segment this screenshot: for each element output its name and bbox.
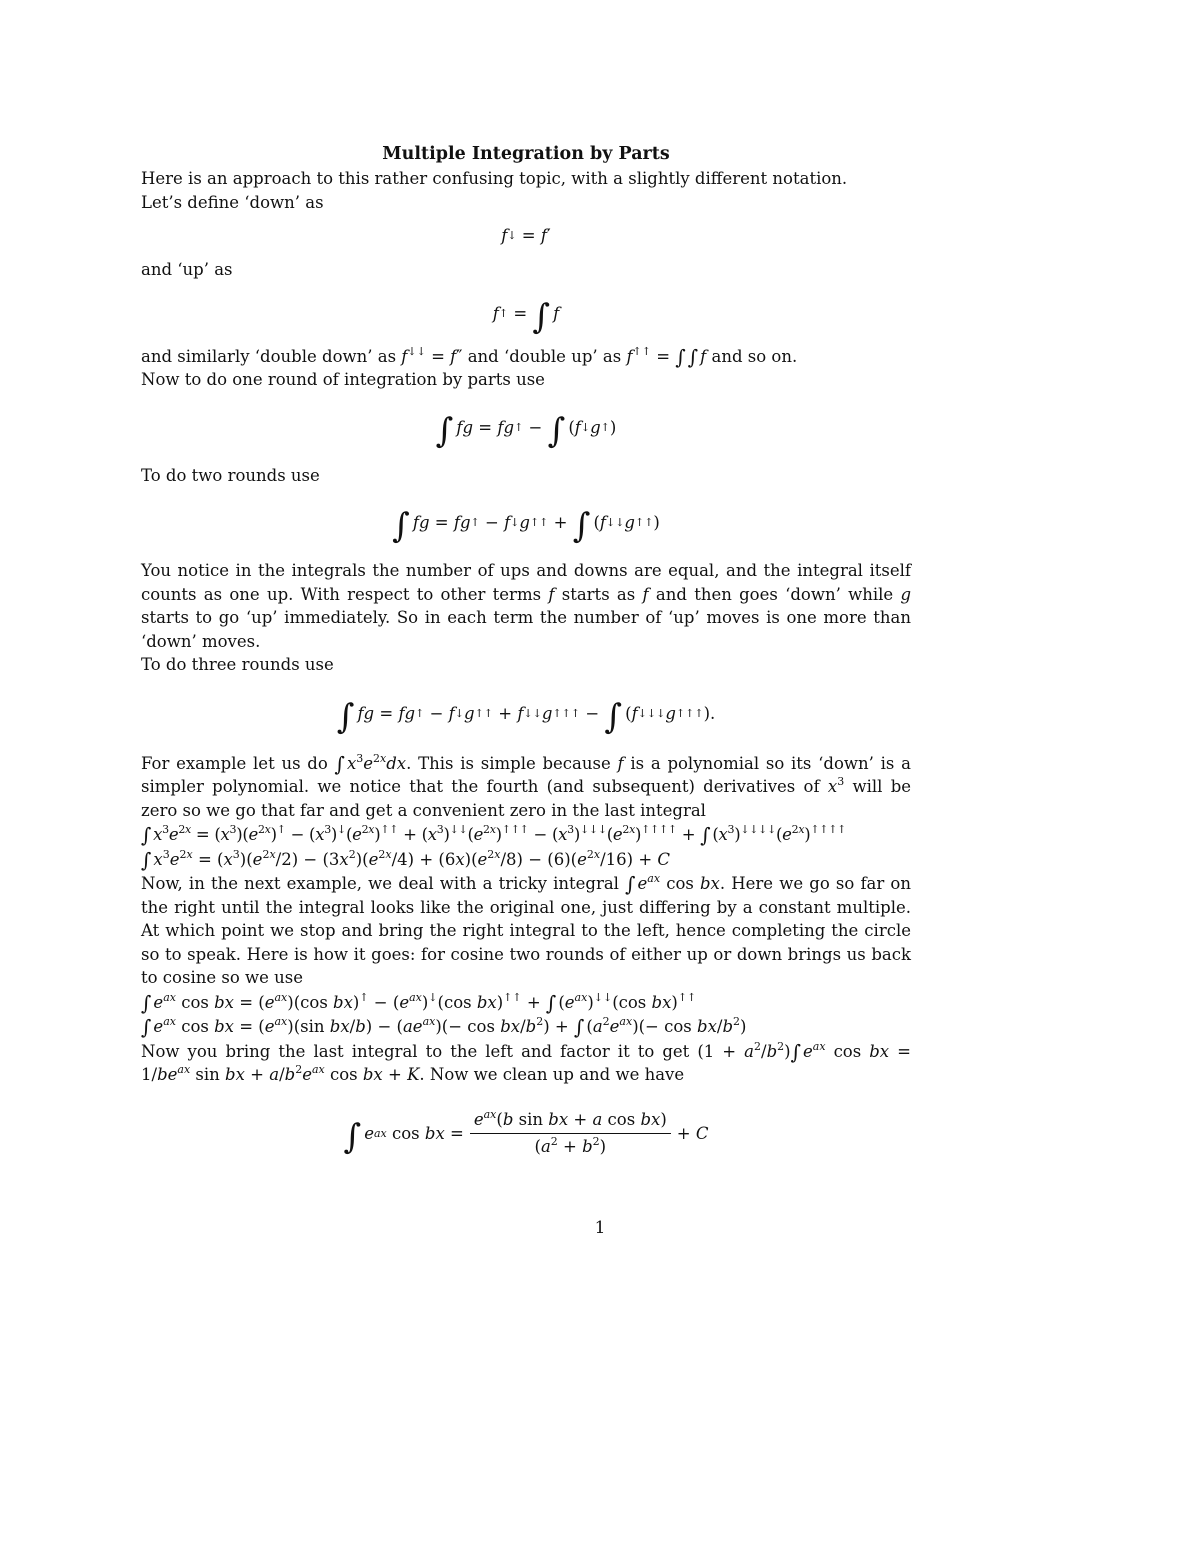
equation-three-rounds: ∫ fg = fg ↑ − f ↓ g ↑↑ + f ↓↓ g ↑↑↑ − ∫ ( f ↓↓↓ g ↑↑↑ ). [336,696,716,737]
next-example-paragraph: Now, in the next example, we deal with a tricky integral ∫ $e^{ax}$ cos bx. Here we go so far on the right until the integral looks like the original one, just differing by a constant multiple. At which point we stop and bring the right integral to the left, hence completing the circle so to speak. Here is how it goes: for cosine two rounds of either up or down brings us back to cosine so we use [141,872,911,987]
final-fraction: $\frac{e^{ax}(b \sin bx + a \cos bx)}{(a^2 + b^2)}$ [470,1109,671,1158]
three-rounds-text: To do three rounds use [141,655,334,674]
and-up-text: and ‘up’ as [141,260,233,279]
notice-paragraph: You notice in the integrals the number of ups and downs are equal, and the integral itself counts as one up. With respect to other terms f starts as f and then goes ‘down’ while g starts to go ‘up’ immediately. So in each term the number of ‘up’ moves is one more than ‘down’ moves. To do three rounds use [141,561,912,674]
equation-one-round: ∫ fg = fg ↑ − ∫ ( f ↓ g ↑ ) [435,410,617,451]
equation-example-result: ∫ $x^3e^{2x} = (x^3)(e^{2x}/2) - (3x^2)(e^{2x}/4) + (6x)(e^{2x}/8) - (6)(e^{2x}/16) + C$ [141,847,671,872]
one-round-text: Now to do one round of integration by parts use [141,370,545,389]
document-body [141,142,911,1177]
equation-up-definition: f ↑ = ∫ f [492,296,560,337]
equation-cosine-expansion: ∫ $e^{ax}$ cos bx = $(e^{ax})(\cos$ $bx)^↑ - (e^{ax})^↓(\cos$ bx)↑↑ + ∫ $(e^{ax})^{↓↓}(\cos$ bx)↑↑ [141,990,697,1015]
define-down-text: Let’s define ‘down’ as [141,192,324,212]
double-up-down-paragraph: and similarly ‘double down’ as f↓↓ = f″ and ‘double up’ as f↑↑ = ∫ ∫ f and so on. Now to do one round of integration by parts use [141,344,798,389]
example-paragraph: For example let us do ∫ $x^3e^{2x}dx$. This is simple because f is a polynomial so its ‘down’ is a simpler polynomial. we notice that the fourth (and subsequent) derivatives of $x^3$ will be zero so we go that far and get a convenient zero in the last integral [141,751,912,820]
equation-two-rounds: ∫ fg = fg ↑ − f ↓ g ↑↑ + ∫ ( f ↓↓ g ↑↑ ) [392,506,660,546]
page-number: 1 [594,1218,606,1238]
intro-text: Here is an approach to this rather confusing topic, with a slightly different notation. [141,169,848,188]
equation-example-expansion: ∫ $x^3e^{2x} = (x^3)(e^{2x})^↑ - (x^3)^↓(e^{2x})^{↑↑} + (x^3)^{↓↓}(e^{2x})^{↑↑↑} - (x^3)^{↓↓↓}(e^{2x})^{↑↑↑↑}$ + ∫ $(x^3)^{↓↓↓↓}(e^{2x})^{↑↑↑↑}$ [141,823,847,847]
intro-paragraph [141,167,911,214]
equation-final-result: ∫ e ax cos bx = $\frac{e^{ax}(b \sin bx + a \cos bx)}{(a^2 + b^2)}$ + C [343,1108,709,1157]
two-rounds-text: To do two rounds use [141,465,320,485]
equation-down-definition: f ↓ = f ′ [501,226,551,246]
bring-left-paragraph: Now you bring the last integral to the left and factor it to get $(1 + a^2/b^2)\int$ $e^{ax}$ cos bx = $1/be^{ax}$ sin bx + $a/b^2e^{ax}$ cos bx + K. Now we clean up and we have [141,1039,911,1084]
equation-cosine-result: ∫ $e^{ax}$ cos bx = $(e^{ax})(\sin$ $bx/b) - (ae^{ax})(- \cos bx/b^2)$ + ∫ $(a^2e^{ax})(- \cos bx/b^2)$ [141,1015,747,1039]
page-title: Multiple Integration by Parts [382,144,670,164]
